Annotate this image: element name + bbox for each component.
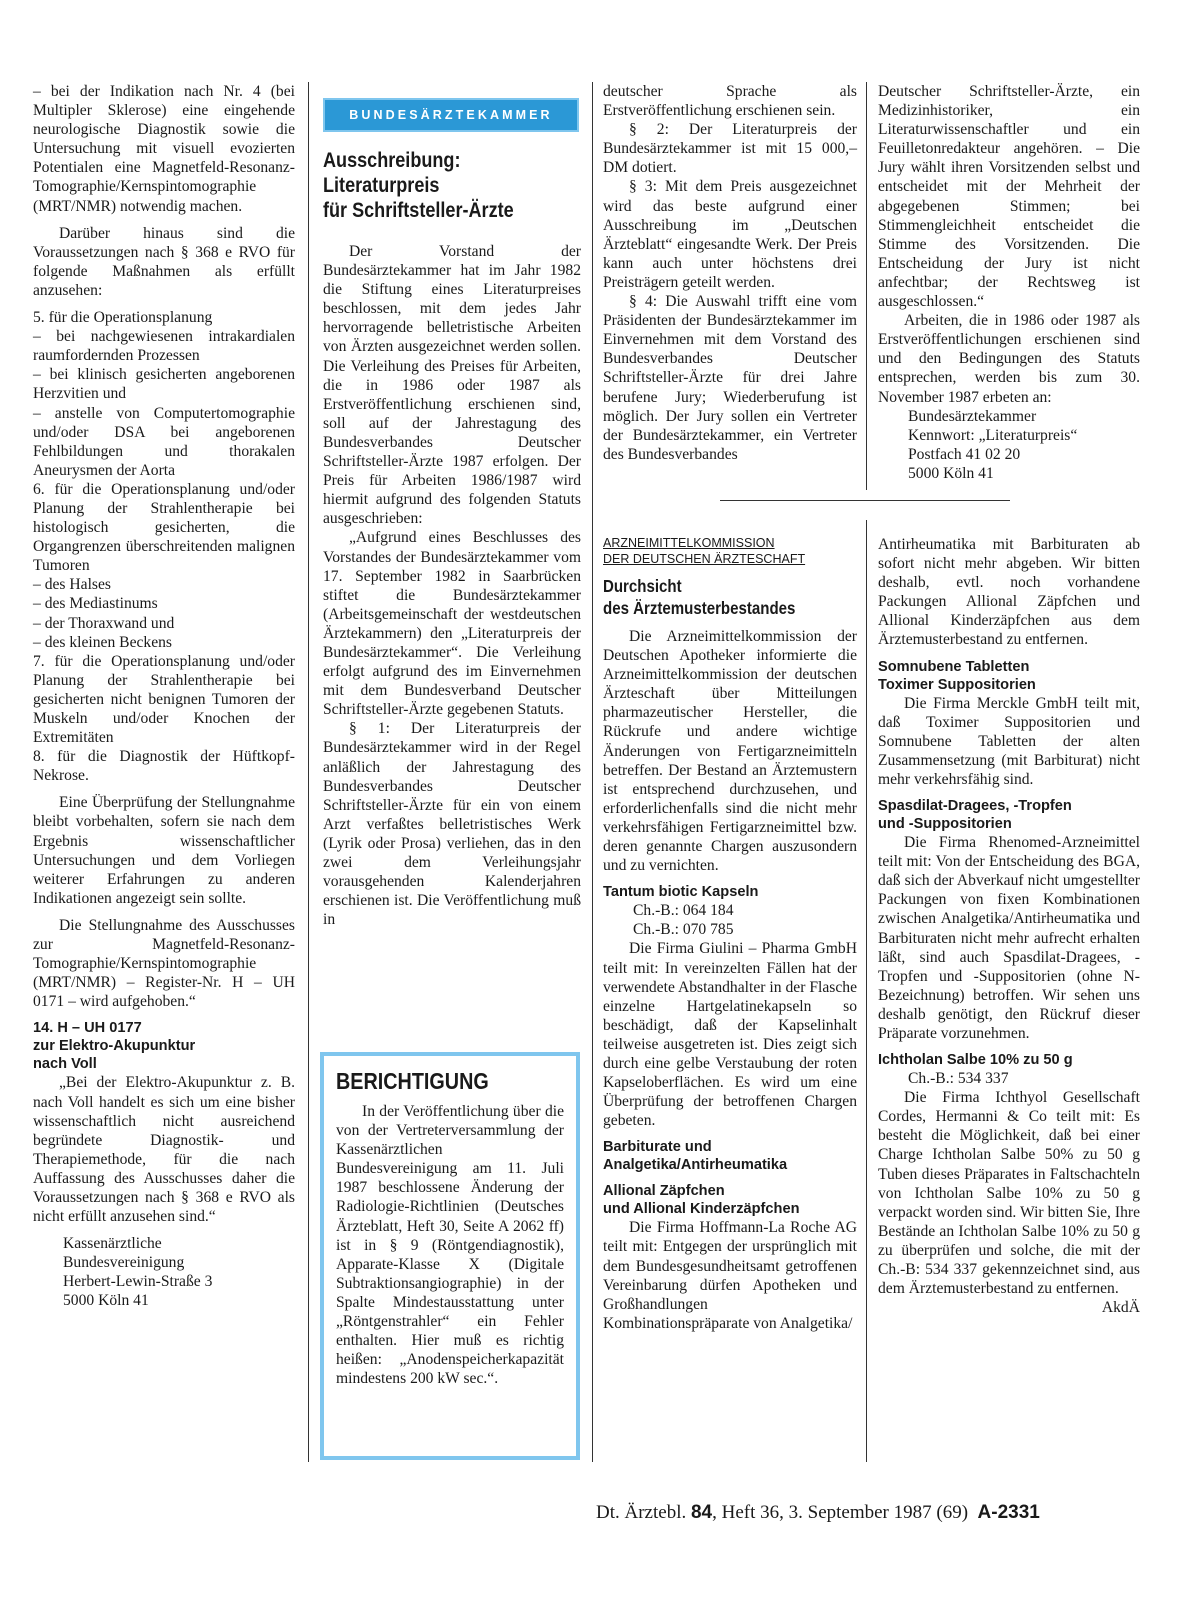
section-banner — [323, 98, 579, 132]
list-item: – bei klinisch gesicherten angeborenen Herzvitien und — [33, 366, 295, 403]
column-4 — [878, 535, 1140, 1317]
address-line: Bundesvereinigung — [63, 1254, 185, 1272]
product-heading: Tantum biotic Kapseln — [603, 884, 759, 901]
product-heading: Spasdilat-Dragees, -Tropfen — [878, 798, 1072, 815]
column-3-top — [603, 82, 857, 464]
column-rule-1 — [308, 82, 309, 1462]
paragraph: „Aufgrund eines Beschlusses des Vorstandes der Bundesärztekammer vom 17. September 1982 in Saarbrücken stiftet die Bundesärztekammer (Arbeitsgemeinschaft der westdeutschen Ärztekammern) den „Literaturpreis der Bundesärztekammer“. Die Verleihung erfolgt aufgrund des im Einvernehmen mit dem Bundesverband Deutscher Schriftsteller-Ärzte gegebenen Statuts. — [323, 529, 581, 719]
banner-label: BUNDESÄRZTEKAMMER — [349, 108, 553, 122]
list-item: – des Halses — [33, 576, 111, 594]
column-3 — [603, 535, 857, 1333]
section-heading: nach Voll — [33, 1056, 97, 1073]
section-heading: zur Elektro-Akupunktur — [33, 1038, 196, 1055]
paragraph: § 1: Der Literaturpreis der Bundesärztekammer wird in der Regel anläßlich der Jahrestagung des Bundesverbandes Deutscher Schriftsteller-Ärzte für ein von einem Arzt verfaßtes belletristisches Werk (Lyrik oder Prosa) verliehen, das in den zwei dem Verleihungsjahr vorausgehenden Kalenderjahren erschienen ist. Die Veröffentlichung muß in — [323, 720, 581, 929]
product-heading: Allional Zäpfchen — [603, 1183, 725, 1200]
paragraph: „Bei der Elektro-Akupunktur z. B. nach Voll handelt es sich um eine bisher wissenschaftlich nicht ausreichend begründete Diagnostik- und Therapiemethode, für die nach Auffassung des Ausschusses daher die Voraussetzungen nach § 368 e RVO als nicht erfüllt anzusehen sind.“ — [33, 1074, 295, 1226]
signature: AkdÄ — [1101, 1299, 1140, 1317]
paragraph: Eine Überprüfung der Stellungnahme bleibt vorbehalten, sofern sie nach dem Ergebnis wissenschaftlicher Untersuchungen und dem Vorliegen weiterer Erfahrungen zu anderen Indikationen angezeigt sein sollte. — [33, 794, 295, 907]
list-item: 5. für die Operationsplanung — [33, 309, 213, 327]
title-line: Ausschreibung: — [323, 149, 461, 172]
paragraph: § 2: Der Literaturpreis der Bundesärztekammer ist mit 15 000,– DM dotiert. — [603, 121, 857, 177]
paragraph: Der Vorstand der Bundesärztekammer hat im Jahr 1982 die Stiftung eines Literaturpreises beschlossen, mit dem jedes Jahr hervorragende belletristische Arbeiten von Ärzten ausgezeichnet werden sollen. Die Verleihung des Preises für Arbeiten, die in 1986 oder 1987 als Erstveröffentlichung erschienen sind, soll auf der Jahrestagung des Bundesverbandes Deutscher Schriftsteller-Ärzte 1987 erfolgen. Der Preis für Arbeiten 1986/1987 wird hiermit aufgrund des folgenden Statuts ausgeschrieben: — [323, 243, 581, 528]
address-line: Postfach 41 02 20 — [908, 445, 1021, 463]
column-1 — [33, 82, 295, 1311]
paragraph: Die Firma Merckle GmbH teilt mit, daß Toximer Suppositorien und Somnubene Tabletten der alten Zusammensetzung (mit Barbiturat) nicht mehr verkehrsfähig sind. — [878, 694, 1140, 788]
page-number: A-2331 — [977, 1502, 1040, 1523]
paragraph: Antirheumatika mit Barbituraten ab sofort nicht mehr abgeben. Wir bitten deshalb, evtl. noch vorhandene Packungen Allional Zäpfchen und Allional Kinderzäpfchen aus dem Ärztemusterbestand zu entfernen. — [878, 536, 1140, 649]
issue-info: , Heft 36, 3. September 1987 (69) — [712, 1502, 969, 1523]
title-line: Literaturpreis — [323, 174, 440, 197]
product-heading: Analgetika/Antirheumatika — [603, 1157, 788, 1174]
paragraph: Darüber hinaus sind die Voraussetzungen nach § 368 e RVO für folgende Maßnahmen als erfüllt anzusehen: — [33, 224, 295, 299]
article-title — [323, 148, 581, 223]
paragraph: Die Firma Hoffmann-La Roche AG teilt mit: Entgegen der ursprünglich mit dem Bundesgesundheitsamt getroffenen Vereinbarung dürfen Apotheken und Großhandlungen Kombinationspräparate von Analgetika/ — [603, 1219, 857, 1332]
volume-number: 84 — [690, 1502, 713, 1523]
product-heading: Toximer Suppositorien — [878, 676, 1036, 693]
column-rule-2 — [592, 82, 593, 1462]
column-rule-3 — [866, 82, 867, 490]
list-item: 6. für die Operationsplanung und/oder Planung der Strahlentherapie bei histologisch gesicherten, die Organgrenzen überschreitenden malignen Tumoren — [33, 480, 295, 575]
paragraph: Die Stellungnahme des Ausschusses zur Magnetfeld-Resonanz-Tomographie/Kernspintomographie (MRT/NMR) – Register-Nr. H – UH 0171 – wird aufgehoben.“ — [33, 916, 295, 1011]
list-item: 7. für die Operationsplanung und/oder Planung der Strahlentherapie bei gesicherten nicht benignen Tumoren der Muskeln und/oder Knochen der Extremitäten — [33, 652, 295, 747]
address-line: 5000 Köln 41 — [908, 464, 994, 482]
paragraph: Die Firma Giulini – Pharma GmbH teilt mit: In vereinzelten Fällen hat der verwendete Abstandhalter in der Flasche einzelne Hartgelatinekapseln so beschädigt, daß der Kapselinhalt teilweise ausgetreten ist. Dies zeigt sich durch eine gelbe Verstaubung der roten Kapseloberflächen. Es wird um eine Überprüfung der betroffenen Chargen gebeten. — [603, 940, 857, 1130]
paragraph: § 3: Mit dem Preis ausgezeichnet wird das beste aufgrund einer Ausschreibung im „Deutschen Ärzteblatt“ eingesandte Werk. Der Preis kann auch unter höchstens drei Preisträgern geteilt werden. — [603, 178, 857, 291]
section-divider — [720, 500, 1010, 501]
batch-number: Ch.-B.: 534 337 — [908, 1070, 1009, 1088]
batch-number: Ch.-B.: 064 184 — [633, 902, 734, 920]
paragraph: Die Firma Ichthyol Gesellschaft Cordes, Hermanni & Co teilt mit: Es besteht die Möglichkeit, daß bei einer Charge Ichtholan Salbe 50% zu 50 g Tuben dieses Präparates in Faltschachteln von Ichtholan Salbe 10% zu 50 g verpackt worden sind. Wir bitten Sie, Ihre Bestände an Ichtholan Salbe 10% zu 50 g zu überprüfen und solche, die mit der Ch.-B: 534 337 gekennzeichnet sind, aus dem Ärztemusterbestand zu entfernen. — [878, 1089, 1140, 1298]
correction-box — [320, 1052, 580, 1460]
correction-text: In der Veröffentlichung über die von der Vertreterversammlung der Kassenärztlichen Bundesvereinigung am 11. Juli 1987 beschlossene Änderung der Radiologie-Richtlinien (Deutsches Ärzteblatt, Heft 30, Seite A 2062 ff) ist in § 9 (Röntgendiagnostik), Apparate-Klasse X (Digitale Subtraktionsangiographie) in der Spalte Mindestausstattung unter „Röntgenstrahler“ ein Fehler enthalten. Hier muß es richtig heißen: „Anodenspeicherkapazität mindestens 200 kW sec.“. — [336, 1103, 564, 1388]
paragraph: Die Firma Rhenomed-Arzneimittel teilt mit: Von der Entscheidung des BGA, daß sich der Abverkauf nicht umgestellter Packungen von fixen Kombinationen zwischen Analgetika/Antirheumatika und Barbituraten nicht mehr aufrecht erhalten läßt, sind auch Spasdilat-Dragees, -Tropfen und -Suppositorien (ohne N-Bezeichnung) betroffen. Wir sehen uns deshalb genötigt, den Rückruf dieser Präparate vorzunehmen. — [878, 834, 1140, 1042]
page-footer — [596, 1502, 1146, 1524]
list-item: – des Mediastinums — [33, 595, 158, 613]
paragraph: – bei der Indikation nach Nr. 4 (bei Multipler Sklerose) eine eingehende neurologische Diagnostik sowie die Untersuchung mit visuell evozierten Potentialen eine Magnetfeld-Resonanz-Tomographie/Kernspintomographie (MRT/NMR) notwendig machen. — [33, 83, 295, 215]
article-subtitle: des Ärztemusterbestandes — [603, 598, 796, 618]
address-line: Kassenärztliche — [63, 1235, 162, 1253]
column-2 — [323, 242, 581, 929]
list-item: – bei nachgewiesenen intrakardialen raumfordernden Prozessen — [33, 328, 295, 365]
column-4-top — [878, 82, 1140, 483]
section-kicker: ARZNEIMITTELKOMMISSION — [603, 536, 775, 550]
batch-number: Ch.-B.: 070 785 — [633, 921, 734, 939]
list-item: – der Thoraxwand und — [33, 614, 175, 632]
correction-title: BERICHTIGUNG — [336, 1068, 489, 1094]
paragraph: Die Arzneimittelkommission der Deutschen Apotheker informierte die Arzneimittelkommission der deutschen Ärzteschaft über Mitteilungen pharmazeutischer Hersteller, die Rückrufe und andere wichtige Änderungen von Fertigarzneimitteln betreffen. Der Bestand an Ärztemustern ist entsprechend durchzusehen, und erforderlichenfalls sind die nicht mehr verkehrsfähigen Fertigarzneimittel bzw. deren genannte Chargen auszusondern und zu vernichten. — [603, 628, 857, 875]
paragraph: § 4: Die Auswahl trifft eine vom Präsidenten der Bundesärztekammer im Einvernehmen mit dem Vorstand des Bundesverbandes Deutscher Schriftsteller-Ärzte für drei Jahre berufene Jury; Wiederberufung ist möglich. Der Jury sollen ein Vertreter der Bundesärztekammer, ein Vertreter des Bundesverbandes — [603, 293, 857, 463]
address-line: Kennwort: „Literaturpreis“ — [908, 426, 1078, 444]
column-rule-4 — [866, 520, 867, 1462]
address-line: Herbert-Lewin-Straße 3 — [63, 1273, 213, 1291]
product-heading: und -Suppositorien — [878, 816, 1012, 833]
address-line: Bundesärztekammer — [908, 407, 1037, 425]
paragraph: Arbeiten, die in 1986 oder 1987 als Erstveröffentlichungen erschienen sind und den Bedingungen des Statuts entsprechen, werden bis zum 30. November 1987 erbeten an: — [878, 312, 1140, 406]
list-item: – des kleinen Beckens — [33, 633, 173, 651]
paragraph: Deutscher Schriftsteller-Ärzte, ein Medizinhistoriker, ein Literaturwissenschaftler und ein Feuilletonredakteur angehören. – Die Jury wählt ihren Vorsitzenden selbst und entscheidet mit der Mehrheit der abgegebenen Stimmen; bei Stimmengleichheit entscheidet die Stimme des Vorsitzenden. Die Entscheidung der Jury ist nicht anfechtbar; der Rechtsweg ist ausgeschlossen.“ — [878, 83, 1140, 311]
product-heading: Somnubene Tabletten — [878, 658, 1030, 675]
article-subtitle: Durchsicht — [603, 576, 682, 596]
section-heading: 14. H – UH 0177 — [33, 1020, 142, 1037]
product-heading: Ichtholan Salbe 10% zu 50 g — [878, 1052, 1073, 1069]
section-kicker: DER DEUTSCHEN ÄRZTESCHAFT — [603, 552, 806, 566]
product-heading: Barbiturate und — [603, 1139, 712, 1156]
journal-name: Dt. Ärztebl. — [596, 1502, 687, 1523]
address-line: 5000 Köln 41 — [63, 1292, 149, 1310]
title-line: für Schriftsteller-Ärzte — [323, 199, 514, 222]
paragraph: deutscher Sprache als Erstveröffentlichung erschienen sein. — [603, 83, 857, 120]
list-item: – anstelle von Computertomographie und/oder DSA bei angeborenen Fehlbildungen und thorakalen Aneurysmen der Aorta — [33, 404, 295, 479]
list-item: 8. für die Diagnostik der Hüftkopf-Nekrose. — [33, 748, 295, 785]
product-heading: und Allional Kinderzäpfchen — [603, 1201, 800, 1218]
